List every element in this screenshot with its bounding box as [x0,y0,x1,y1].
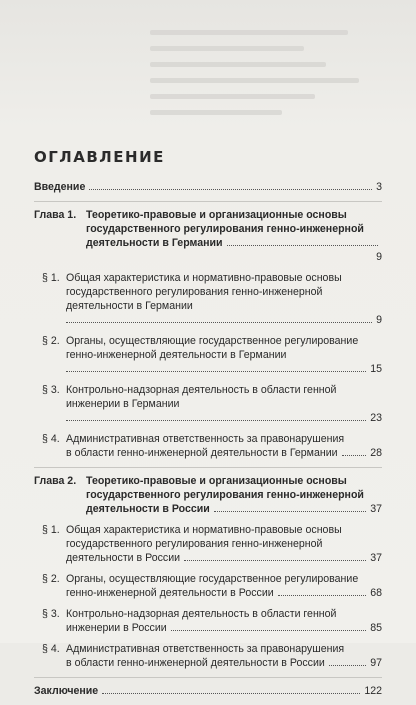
section-title-line: инженерии в Германии [66,398,180,410]
dot-leader [184,559,366,561]
section-title-line: Административная ответственность за правонарушения [66,643,345,655]
divider [34,201,382,202]
page-number: 37 [370,552,382,564]
page-number: 9 [376,314,382,326]
toc-entry-label: Заключение [34,685,99,697]
section-number: § 1. [42,524,60,536]
chapter-title-line: деятельности в России [86,503,210,515]
toc-section-2-1[interactable] [42,523,382,565]
chapter-number: Глава 1. [34,209,77,221]
page-number: 37 [370,503,382,515]
dot-leader [66,370,366,372]
divider [34,467,382,468]
dot-leader [66,419,366,421]
section-title-line: Органы, осуществляющие государственное регулирование [66,573,359,585]
dot-leader [342,454,367,456]
page-number: 85 [370,622,382,634]
toc-section-2-2[interactable] [42,572,382,600]
section-number: § 4. [42,643,60,655]
toc-section-2-3[interactable] [42,607,382,635]
section-title-line: генно-инженерной деятельности в Германии [66,349,287,361]
section-title-line: деятельности в Германии [66,300,193,312]
page-number: 28 [370,447,382,459]
section-title-line: Контрольно-надзорная деятельность в области генной [66,384,337,396]
toc-chapter-1[interactable] [34,208,382,264]
page-number: 3 [376,181,382,193]
section-title-line: в области генно-инженерной деятельности в Германии [66,447,338,459]
toc-entry-label: Введение [34,181,86,193]
section-number: § 2. [42,573,60,585]
toc-section-1-3[interactable] [42,383,382,425]
dot-leader [227,244,378,246]
section-title-line: государственного регулирования генно-инженерной [66,286,323,298]
section-number: § 2. [42,335,60,347]
section-number: § 1. [42,272,60,284]
dot-leader [66,321,372,323]
chapter-title-line: деятельности в Германии [86,237,223,249]
chapter-number: Глава 2. [34,475,77,487]
dot-leader [329,664,366,666]
section-title-line: инженерии в России [66,622,167,634]
toc-section-1-1[interactable] [42,271,382,327]
toc-chapter-2[interactable] [34,474,382,516]
toc-heading: ОГЛАВЛЕНИЕ [34,148,165,166]
toc-section-2-4[interactable] [42,642,382,670]
dot-leader [278,594,367,596]
section-title-line: Органы, осуществляющие государственное регулирование [66,335,359,347]
page-number: 122 [364,685,382,697]
section-title-line: Общая характеристика и нормативно-правовые основы [66,524,342,536]
section-title-line: государственного регулирования генно-инженерной [66,538,323,550]
page-number: 23 [370,412,382,424]
chapter-title-line: государственного регулирования генно-инженерной [86,489,364,501]
section-number: § 3. [42,384,60,396]
dot-leader [171,629,367,631]
toc-section-1-2[interactable] [42,334,382,376]
chapter-title-line: Теоретико-правовые и организационные основы [86,475,347,487]
section-number: § 3. [42,608,60,620]
section-number: § 4. [42,433,60,445]
chapter-title-line: Теоретико-правовые и организационные основы [86,209,347,221]
bleed-through-text [150,30,370,140]
chapter-title-line: государственного регулирования генно-инженерной [86,223,364,235]
section-title-line: Общая характеристика и нормативно-правовые основы [66,272,342,284]
toc-entry-conclusion[interactable] [34,684,382,698]
page-number: 9 [376,251,382,263]
dot-leader [102,692,360,694]
toc-entry-intro[interactable] [34,180,382,194]
section-title-line: Контрольно-надзорная деятельность в области генной [66,608,337,620]
section-title-line: деятельности в России [66,552,181,564]
divider [34,677,382,678]
dot-leader [214,510,366,512]
table-of-contents [34,180,382,705]
toc-section-1-4[interactable] [42,432,382,460]
page-number: 68 [370,587,382,599]
page-number: 97 [370,657,382,669]
section-title-line: в области генно-инженерной деятельности в России [66,657,325,669]
section-title-line: Административная ответственность за правонарушения [66,433,345,445]
dot-leader [89,188,372,190]
section-title-line: генно-инженерной деятельности в России [66,587,274,599]
page-number: 15 [370,363,382,375]
